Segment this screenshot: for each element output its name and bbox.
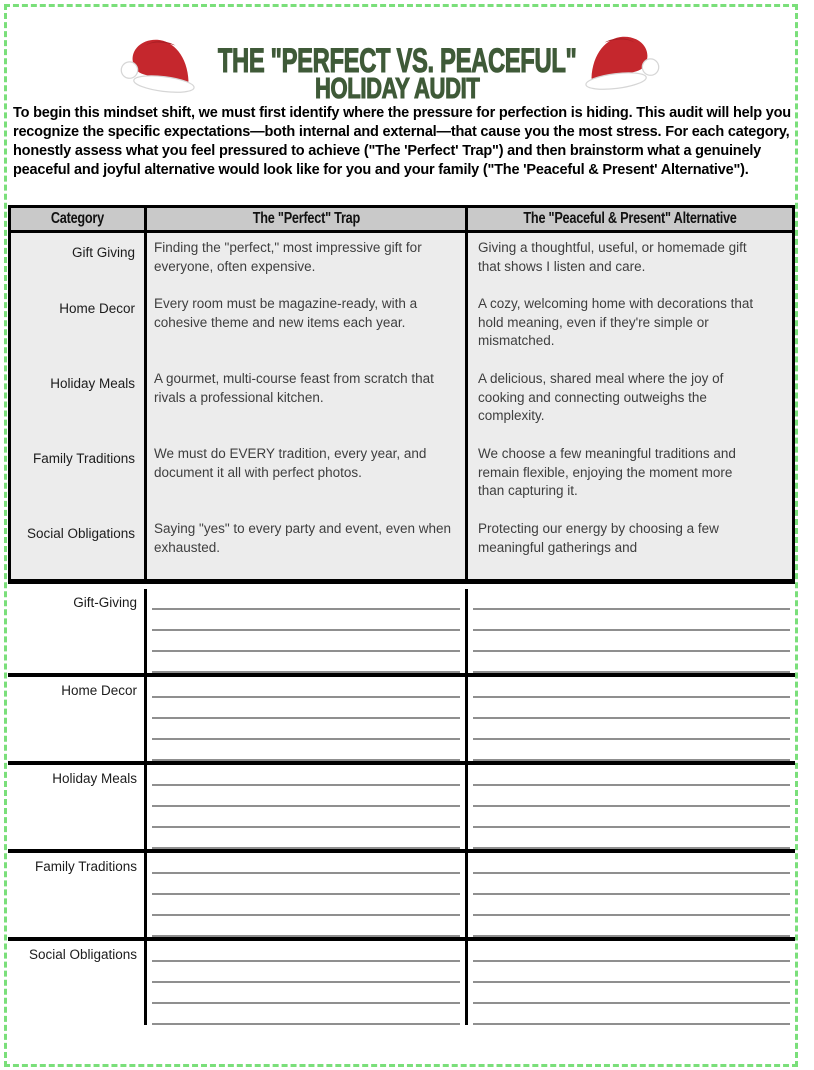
- table-row: [11, 439, 792, 514]
- row-alternative: Protecting our energy by choosing a few meaningful gatherings and: [478, 521, 719, 555]
- worksheet-category-label: Social Obligations: [8, 941, 147, 1025]
- write-line: [473, 698, 790, 719]
- write-line: [152, 962, 460, 983]
- write-line: [152, 828, 460, 849]
- row-alternative: A cozy, welcoming home with decorations that hold meaning, even if they're simple or mismatched.: [478, 296, 754, 348]
- table-row: [11, 514, 792, 579]
- alternative-writing-lines: [468, 941, 795, 1025]
- row-trap: Finding the "perfect," most impressive gift for everyone, often expensive.: [147, 233, 468, 289]
- write-line: [473, 1004, 790, 1025]
- trap-writing-lines: [147, 765, 468, 849]
- header-perfect-trap: The "Perfect" Trap: [147, 208, 468, 230]
- header-peaceful-alternative: The "Peaceful & Present" Alternative: [523, 210, 737, 227]
- write-line: [473, 895, 790, 916]
- alternative-writing-lines: [468, 765, 795, 849]
- audit-example-table: [8, 205, 795, 584]
- worksheet-block: [8, 941, 795, 1025]
- table-row: [11, 364, 792, 439]
- write-line: [152, 1004, 460, 1025]
- page-header: [0, 0, 814, 105]
- write-line: [473, 740, 790, 761]
- write-line: [473, 853, 790, 874]
- write-line: [152, 916, 460, 937]
- worksheet-block: [8, 853, 795, 941]
- table-header-row: [11, 208, 792, 233]
- row-alternative: We choose a few meaningful traditions and remain flexible, enjoying the moment more than capturing it.: [478, 446, 736, 498]
- row-category: Gift Giving: [11, 233, 147, 289]
- write-line: [152, 765, 460, 786]
- write-line: [473, 652, 790, 673]
- write-line: [152, 610, 460, 631]
- worksheet-category-label: Family Traditions: [8, 853, 147, 937]
- write-line: [152, 652, 460, 673]
- write-line: [473, 983, 790, 1004]
- write-line: [473, 807, 790, 828]
- write-line: [473, 828, 790, 849]
- row-trap: We must do EVERY tradition, every year, and document it all with perfect photos.: [147, 439, 468, 514]
- write-line: [152, 631, 460, 652]
- write-line: [152, 807, 460, 828]
- write-line: [473, 916, 790, 937]
- alternative-writing-lines: [468, 589, 795, 673]
- write-line: [473, 786, 790, 807]
- trap-writing-lines: [147, 677, 468, 761]
- page-subtitle: HOLIDAY AUDIT: [314, 73, 480, 105]
- alternative-writing-lines: [468, 853, 795, 937]
- trap-writing-lines: [147, 853, 468, 937]
- trap-writing-lines: [147, 941, 468, 1025]
- row-trap: Saying "yes" to every party and event, even when exhausted.: [147, 514, 468, 579]
- row-category: Home Decor: [11, 289, 147, 364]
- row-category: Holiday Meals: [11, 364, 147, 439]
- worksheet-category-label: Gift-Giving: [8, 589, 147, 673]
- write-line: [152, 983, 460, 1004]
- row-alternative: Giving a thoughtful, useful, or homemade gift that shows I listen and care.: [478, 240, 747, 274]
- table-row: [11, 233, 792, 289]
- write-line: [152, 719, 460, 740]
- worksheet-category-label: Home Decor: [8, 677, 147, 761]
- row-category: Family Traditions: [11, 439, 147, 514]
- write-line: [473, 874, 790, 895]
- write-line: [473, 765, 790, 786]
- write-line: [152, 941, 460, 962]
- page-title: THE "PERFECT VS. PEACEFUL": [217, 42, 577, 80]
- row-trap: A gourmet, multi-course feast from scratch that rivals a professional kitchen.: [147, 364, 468, 439]
- write-line: [152, 740, 460, 761]
- write-line: [152, 589, 460, 610]
- write-line: [152, 677, 460, 698]
- worksheet-block: [8, 677, 795, 765]
- worksheet-block: [8, 765, 795, 853]
- write-line: [152, 874, 460, 895]
- fill-in-worksheet: [8, 589, 795, 1025]
- row-category: Social Obligations: [11, 514, 147, 579]
- trap-writing-lines: [147, 589, 468, 673]
- write-line: [152, 786, 460, 807]
- write-line: [473, 941, 790, 962]
- write-line: [473, 631, 790, 652]
- write-line: [473, 589, 790, 610]
- write-line: [473, 610, 790, 631]
- row-trap: Every room must be magazine-ready, with a cohesive theme and new items each year.: [147, 289, 468, 364]
- write-line: [473, 962, 790, 983]
- worksheet-block: [8, 589, 795, 677]
- write-line: [473, 677, 790, 698]
- row-alternative: A delicious, shared meal where the joy of cooking and connecting outweighs the complexity.: [478, 371, 724, 423]
- intro-paragraph: To begin this mindset shift, we must first identify where the pressure for perfection is hiding. This audit will help you recognize the specific expectations—both internal and external—that cause you the most stress. For each category, honestly assess what you feel pressured to achieve ("The 'Perfect' Trap") and then brainstorm what a genuinely peaceful and joyful alternative would look like for you and your family ("The 'Peaceful & Present' Alternative").: [13, 105, 791, 178]
- write-line: [152, 895, 460, 916]
- write-line: [152, 853, 460, 874]
- table-row: [11, 289, 792, 364]
- header-category: Category: [11, 208, 147, 230]
- worksheet-category-label: Holiday Meals: [8, 765, 147, 849]
- write-line: [152, 698, 460, 719]
- alternative-writing-lines: [468, 677, 795, 761]
- write-line: [473, 719, 790, 740]
